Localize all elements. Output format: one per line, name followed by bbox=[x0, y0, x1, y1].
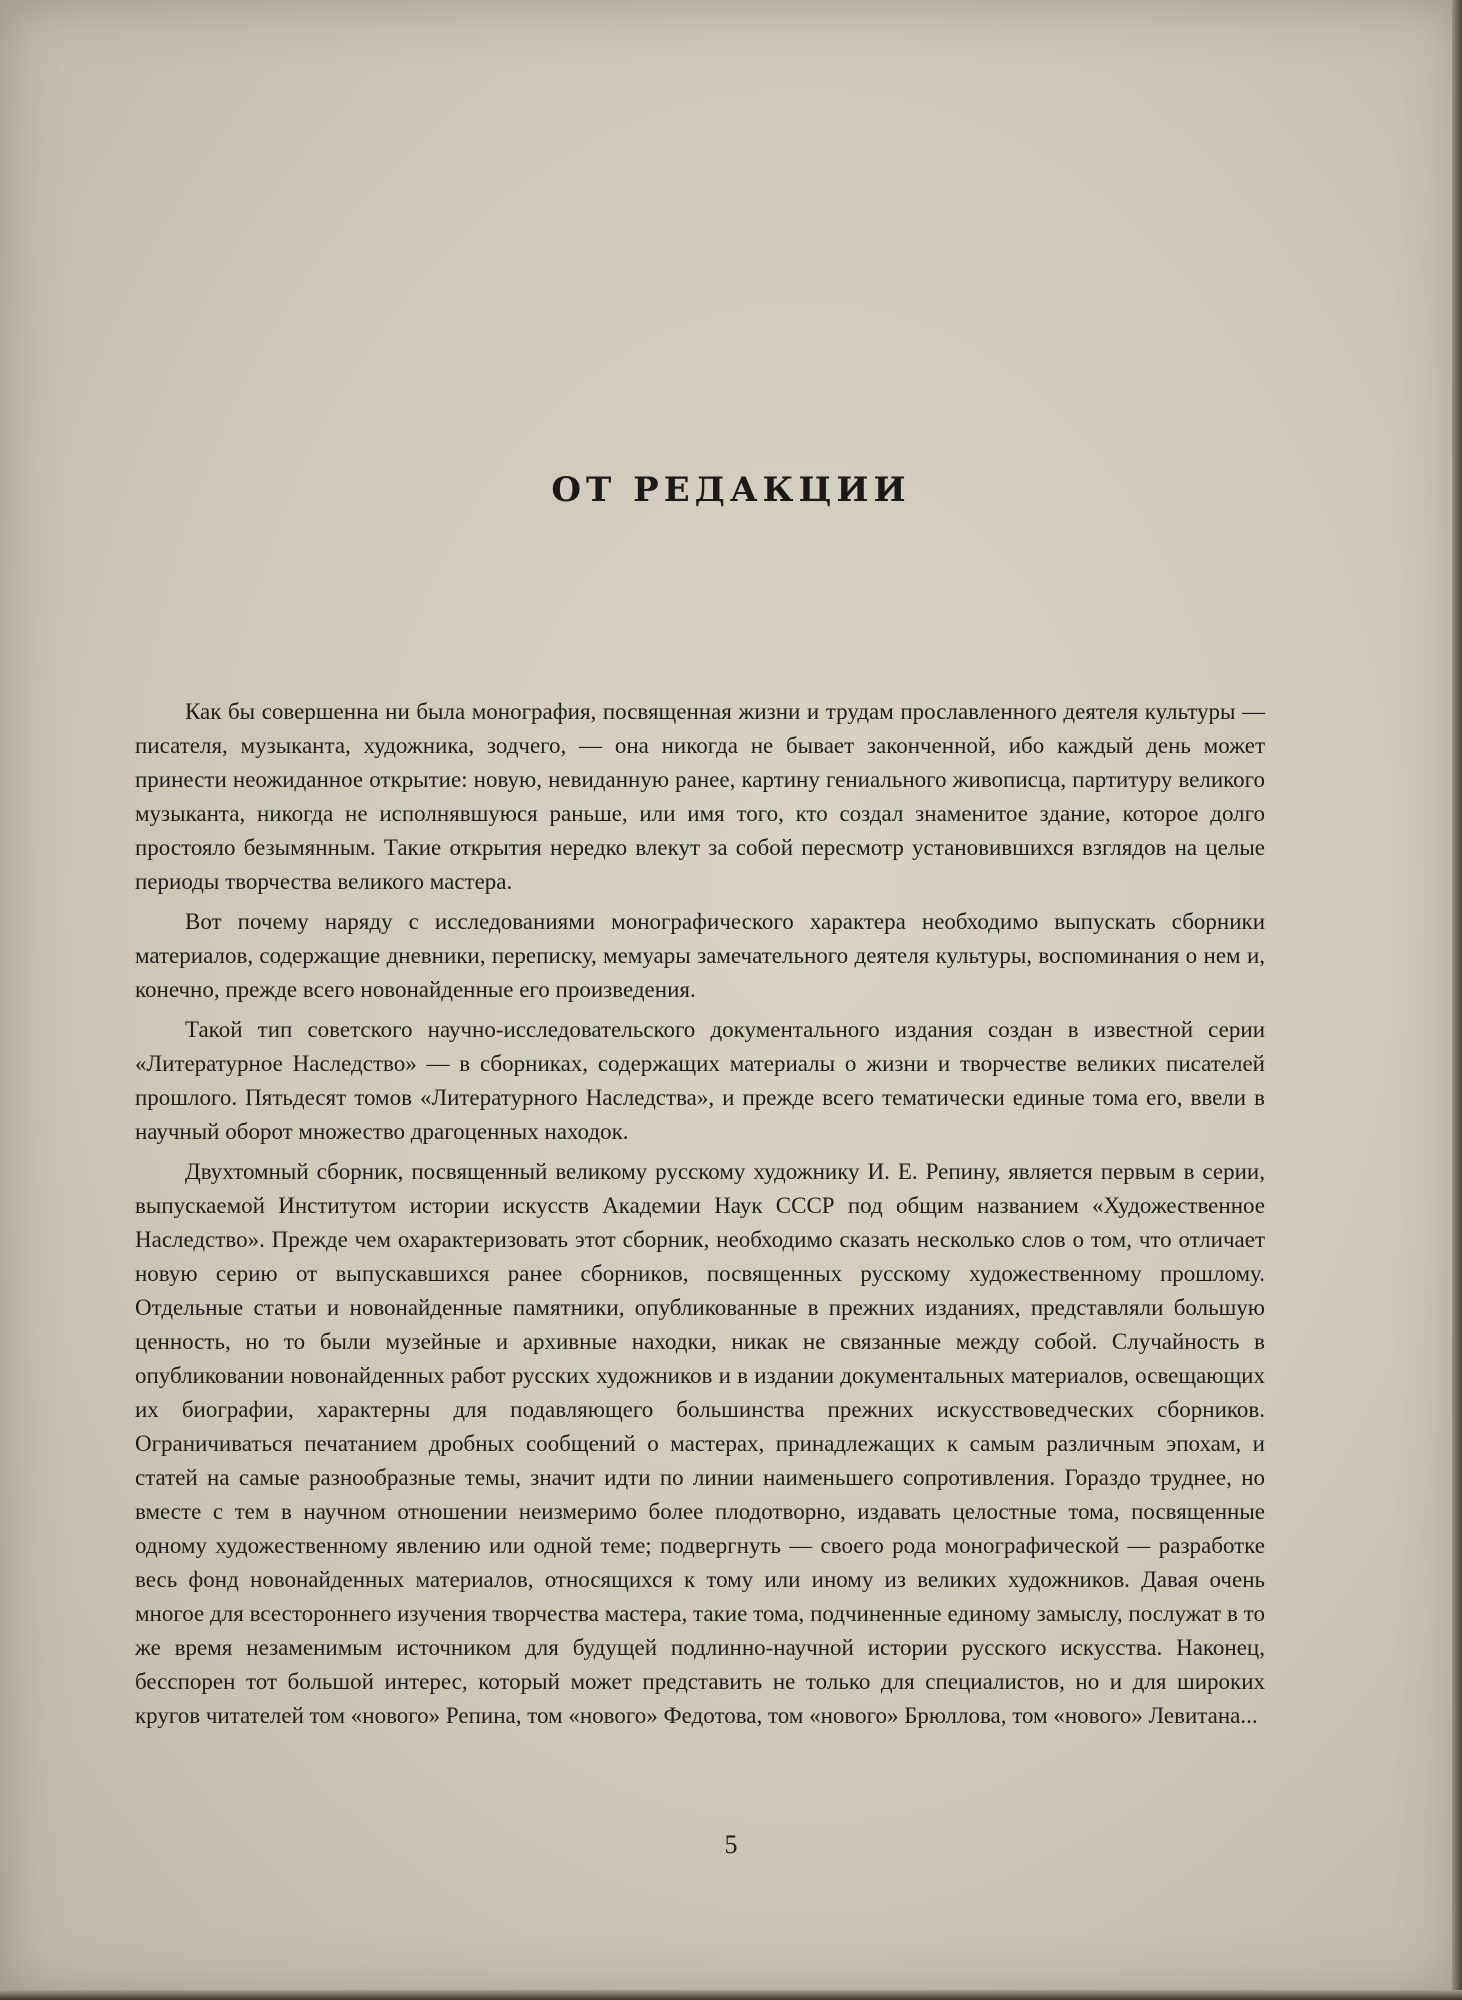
preface-body bbox=[135, 695, 1265, 1739]
paragraph-4: Двухтомный сборник, посвященный великому русскому художнику И. Е. Репину, является первым в серии, выпускаемой Институтом истории искусств Академии Наук СССР под общим названием «Художественное Наследство». Прежде чем охарактеризовать этот сборник, необходимо сказать несколько слов о том, что отличает новую серию от выпускавшихся ранее сборников, посвященных русскому художественному прошлому. Отдельные статьи и новонайденные памятники, опубликованные в прежних изданиях, представляли большую ценность, но то были музейные и архивные находки, никак не связанные между собой. Случайность в опубликовании новонайденных работ русских художников и в издании документальных материалов, освещающих их биографии, характерны для подавляющего большинства прежних искусствоведческих сборников. Ограничиваться печатанием дробных сообщений о мастерах, принадлежащих к самым различным эпохам, и статей на самые разнообразные темы, значит идти по линии наименьшего сопротивления. Гораздо труднее, но вместе с тем в научном отношении неизмеримо более плодотворно, издавать целостные тома, посвященные одному художественному явлению или одной теме; подвергнуть — своего рода монографической — разработке весь фонд новонайденных материалов, относящихся к тому или иному из великих художников. Давая очень многое для всестороннего изучения творчества мастера, такие тома, подчиненные единому замыслу, послужат в то же время незаменимым источником для будущей подлинно-научной истории русского искусства. Наконец, бесспорен тот большой интерес, который может представить не только для специалистов, но и для широких кругов читателей том «нового» Репина, том «нового» Федотова, том «нового» Брюллова, том «нового» Левитана... bbox=[135, 1159, 1265, 1728]
page-number: 5 bbox=[724, 1830, 738, 1859]
paragraph-2: Вот почему наряду с исследованиями монографического характера необходимо выпускать сборники материалов, содержащие дневники, переписку, мемуары замечательного деятеля культуры, воспоминания о нем и, конечно, прежде всего новонайденные его произведения. bbox=[135, 909, 1265, 1002]
paragraph-3: Такой тип советского научно-исследовательского документального издания создан в известной серии «Литературное Наследство» — в сборниках, содержащих материалы о жизни и творчестве великих писателей прошлого. Пятьдесят томов «Литературного Наследства», и прежде всего тематически единые тома его, ввели в научный оборот множество драгоценных находок. bbox=[135, 1017, 1265, 1144]
page-edge-right bbox=[1452, 0, 1462, 2000]
page-edge-bottom bbox=[0, 1990, 1462, 2000]
paragraph-1: Как бы совершенна ни была монография, посвященная жизни и трудам прославленного деятеля культуры — писателя, музыканта, художника, зодчего, — она никогда не бывает законченной, ибо каждый день может принести неожиданное открытие: новую, невиданную ранее, картину гениального живописца, партитуру великого музыканта, никогда не исполнявшуюся раньше, или имя того, кто создал знаменитое здание, которое долго простояло безымянным. Такие открытия нередко влекут за собой пересмотр установившихся взглядов на целые периоды творчества великого мастера. bbox=[135, 699, 1265, 894]
page-title: ОТ РЕДАКЦИИ bbox=[551, 470, 911, 510]
